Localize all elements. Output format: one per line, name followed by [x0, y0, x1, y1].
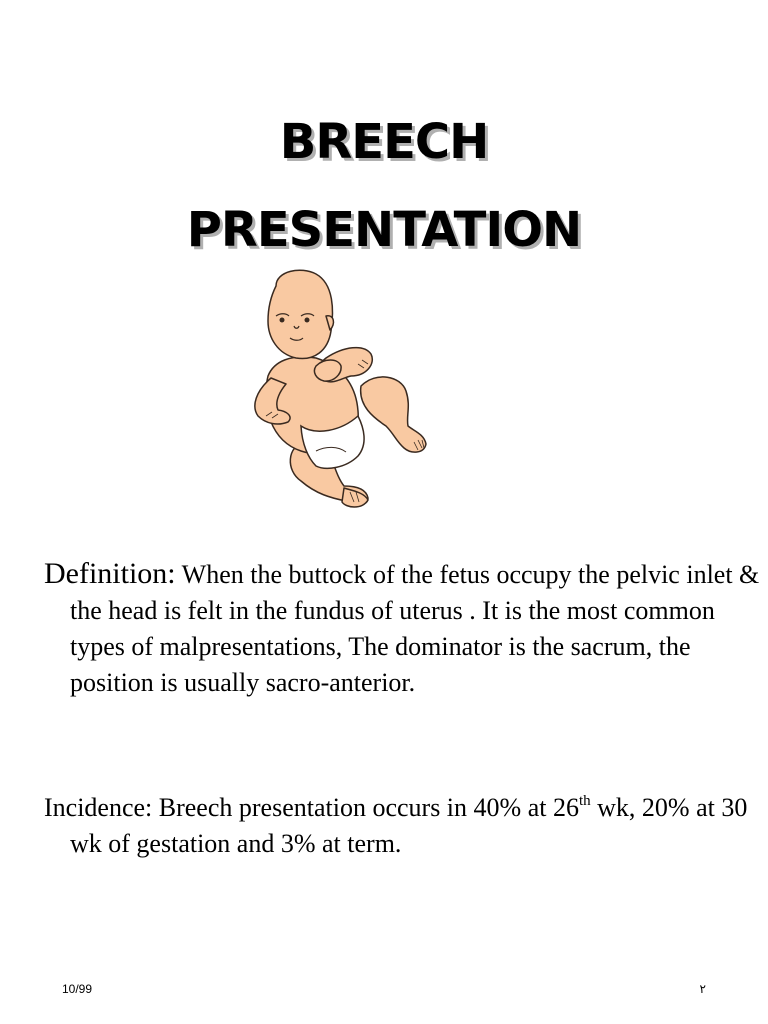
title-line-1: BREECH — [279, 114, 489, 170]
incidence-text-before: Incidence: Breech presentation occurs in 40% at 26 — [44, 793, 579, 822]
definition-label: Definition: — [44, 557, 176, 590]
incidence-superscript: th — [578, 793, 591, 809]
definition-paragraph — [44, 556, 760, 701]
incidence-paragraph — [44, 790, 760, 862]
definition-text: When the buttock of the fetus occupy the pelvic inlet & the head is felt in the fundus of uterus . It is the most common types of malpresentations, The dominator is the sacrum, the position is usually sacro-anterior. — [70, 560, 760, 697]
incidence-text-after: wk, 20% at 30 wk of gestation and 3% at term. — [70, 793, 748, 858]
footer-date: 10/99 — [62, 982, 93, 996]
footer-page-number: ٢ — [699, 982, 706, 996]
baby-illustration-icon — [246, 266, 436, 516]
title-line-2: PRESENTATION — [186, 202, 582, 258]
